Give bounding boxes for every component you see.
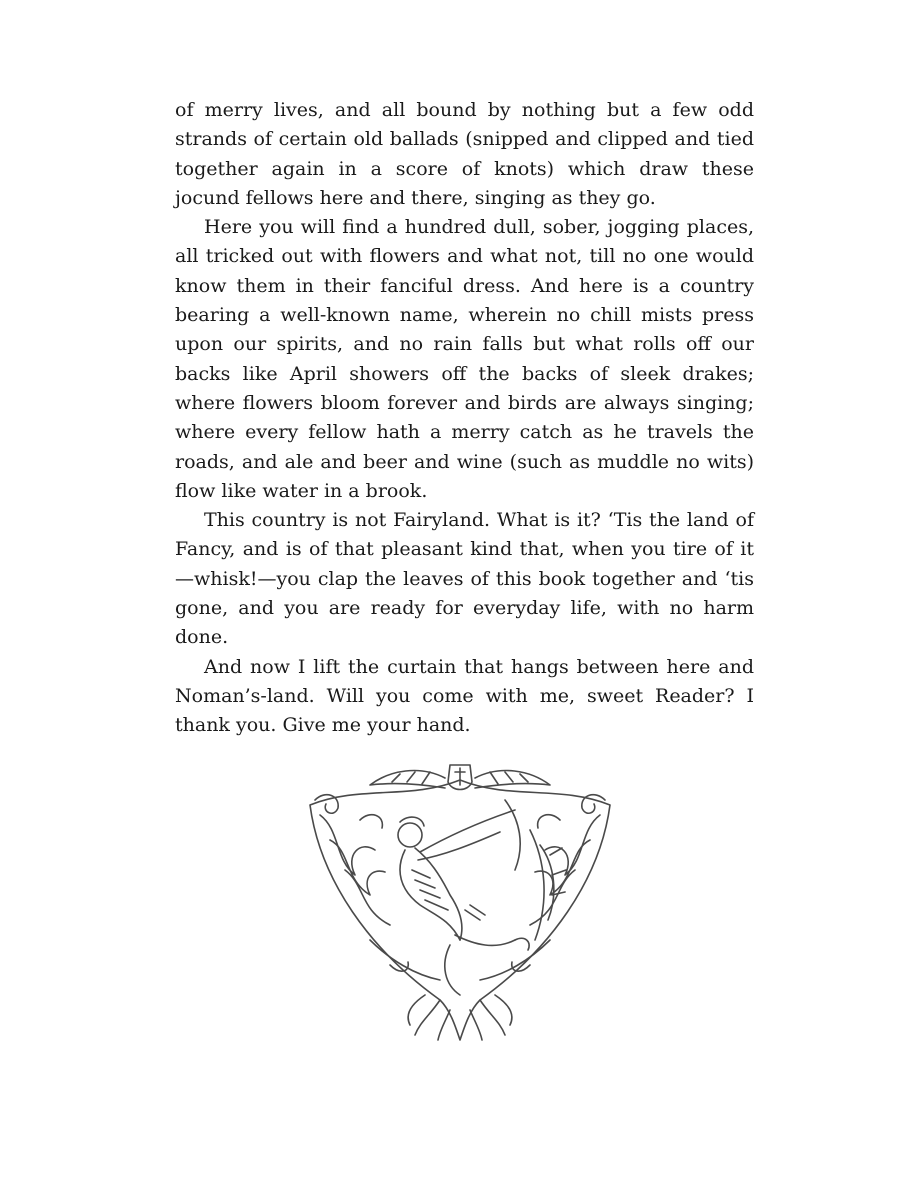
paragraph-fancy: This country is not Fairyland. What is it? ‘Tis the land of Fancy, and is of that pleasant kind that, when you tire of it—whisk!—you clap the leaves of this book together and ‘tis gone, and you are ready for everyday life, with no harm done. [175,509,754,649]
paragraph-continuation: of merry lives, and all bound by nothing but a few odd strands of certain old ballads (snipped and clipped and tied together again in a score of knots) which draw these jocund fellows here and there, singing as they go. [175,99,754,209]
paragraph-places: Here you will find a hundred dull, sober, jogging places, all tricked out with flowers and what not, till no one would know them in their fanciful dress. And here is a country bearing a well-known name, wherein no chill mists press upon our spirits, and no rain falls but what rolls off our backs like April showers off the backs of sleek drakes; where flowers bloom forever and birds are always singing; where every fellow hath a merry catch as he travels the roads, and ale and beer and wine (such as muddle no wits) flow like water in a brook. [175,216,754,502]
ornamental-vignette-icon [300,760,620,1045]
body-text [175,96,754,741]
paragraph-curtain: And now I lift the curtain that hangs between here and Noman’s-land. Will you come with me, sweet Reader? I thank you. Give me your hand. [175,655,754,737]
